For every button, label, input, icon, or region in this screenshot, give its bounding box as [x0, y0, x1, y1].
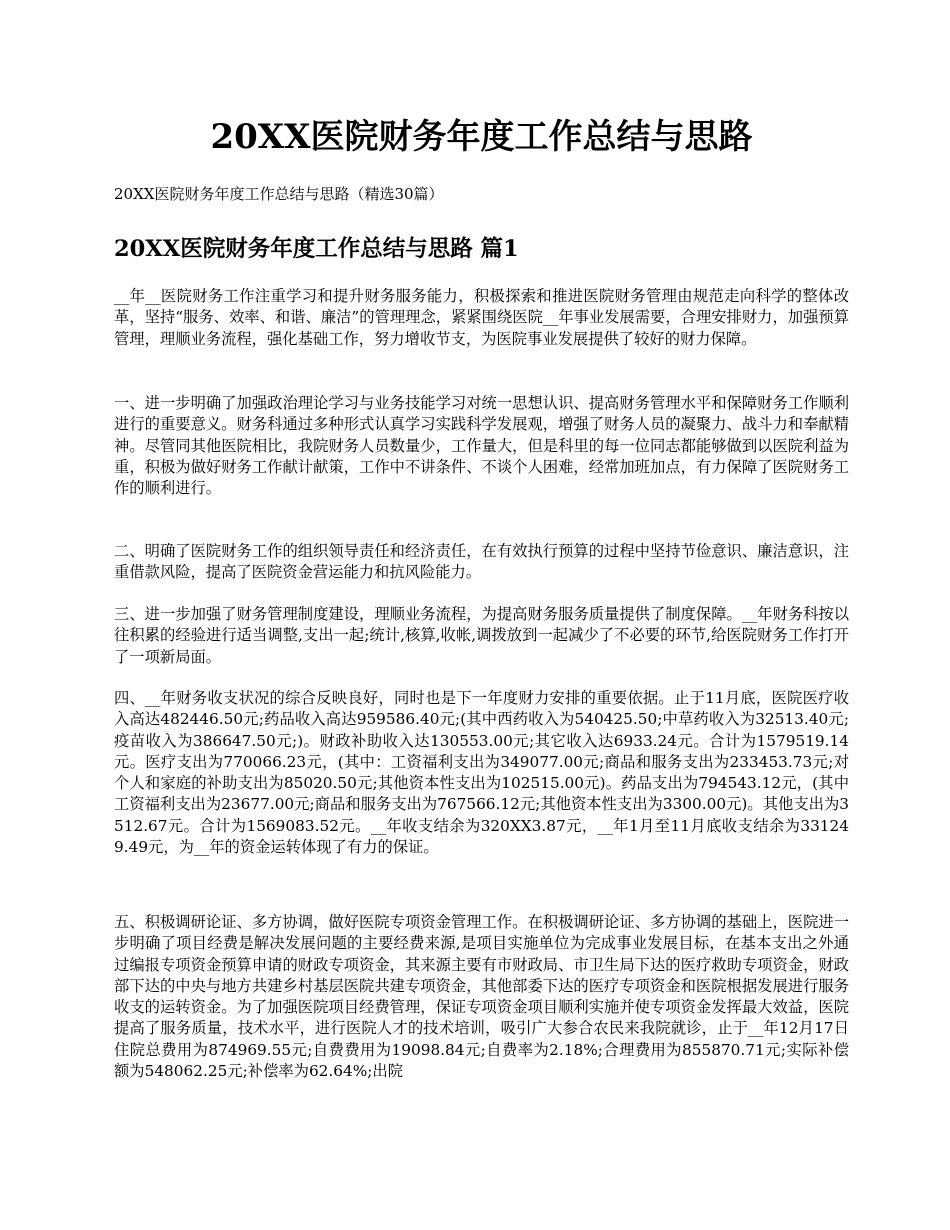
paragraph-item-4: 四、__年财务收支状况的综合反映良好，同时也是下一年度财力安排的重要依据。止于11月底，医院医疗收入高达482446.50元;药品收入高达959586.40元;(其中西药收入为540425.50;中草药收入为32513.40元;疫苗收入为386647.50元;)。财政补助收入达130553.00元;其它收入达6933.24元。合计为1579519.14元。医疗支出为770066.23元，(其中：工资福利支出为349077.00元;商品和服务支出为233453.73元;对个人和家庭的补助支出为85020.50元;其他资本性支出为102515.00元)。药品支出为794543.12元，(其中工资福利支出为23677.00元;商品和服务支出为767566.12元;其他资本性支出为3300.00元)。其他支出为3512.67元。合计为1569083.52元。__年收支结余为320XX3.87元，__年1月至11月底收支结余为331249.49元，为__年的资金运转体现了有力的保证。: [114, 689, 849, 857]
paragraph-item-2: 二、明确了医院财务工作的组织领导责任和经济责任，在有效执行预算的过程中坚持节俭意识、廉洁意识，注重借款风险，提高了医院资金营运能力和抗风险能力。: [114, 542, 849, 582]
document-title: 20XX医院财务年度工作总结与思路: [210, 117, 753, 157]
section-heading: 20XX医院财务年度工作总结与思路 篇1: [114, 236, 519, 262]
paragraph-item-3: 三、进一步加强了财务管理制度建设，理顺业务流程，为提高财务服务质量提供了制度保障。__年财务科按以往积累的经验进行适当调整,支出一起;统计,核算,收帐,调拨放到一起减少了不必要的环节,给医院财务工作打开了一项新局面。: [114, 605, 849, 666]
paragraph-intro: __年__医院财务工作注重学习和提升财务服务能力，积极探索和推进医院财务管理由规范走向科学的整体改革，坚持“服务、效率、和谐、廉洁”的管理理念，紧紧围绕医院__年事业发展需要，合理安排财力，加强预算管理，理顺业务流程，强化基础工作，努力增收节支，为医院事业发展提供了较好的财力保障。: [114, 287, 849, 348]
paragraph-item-5: 五、积极调研论证、多方协调，做好医院专项资金管理工作。在积极调研论证、多方协调的基础上，医院进一步明确了项目经费是解决发展问题的主要经费来源,是项目实施单位为完成事业发展目标，在基本支出之外通过编报专项资金预算申请的财政专项资金，其来源主要有市财政局、市卫生局下达的医疗救助专项资金，财政部下达的中央与地方共建乡村基层医院共建专项资金，其他部委下达的医疗专项资金和医院根据发展进行服务收支的运转资金。为了加强医院项目经费管理，保证专项资金项目顺利实施并使专项资金发挥最大效益，医院提高了服务质量，技术水平，进行医院人才的技术培训，吸引广大参合农民来我院就诊，止于__年12月17日住院总费用为874969.55元;自费费用为19098.84元;自费率为2.18%;合理费用为855870.71元;实际补偿额为548062.25元;补偿率为62.64%;出院: [114, 913, 849, 1081]
paragraph-item-1: 一、进一步明确了加强政治理论学习与业务技能学习对统一思想认识、提高财务管理水平和保障财务工作顺利进行的重要意义。财务科通过多种形式认真学习实践科学发展观，增强了财务人员的凝聚力、战斗力和奉献精神。尽管同其他医院相比，我院财务人员数量少，工作量大，但是科里的每一位同志都能够做到以医院利益为重，积极为做好财务工作献计献策，工作中不讲条件、不谈个人困难，经常加班加点，有力保障了医院财务工作的顺利进行。: [114, 394, 849, 498]
document-subtitle: 20XX医院财务年度工作总结与思路（精选30篇）: [114, 185, 444, 203]
